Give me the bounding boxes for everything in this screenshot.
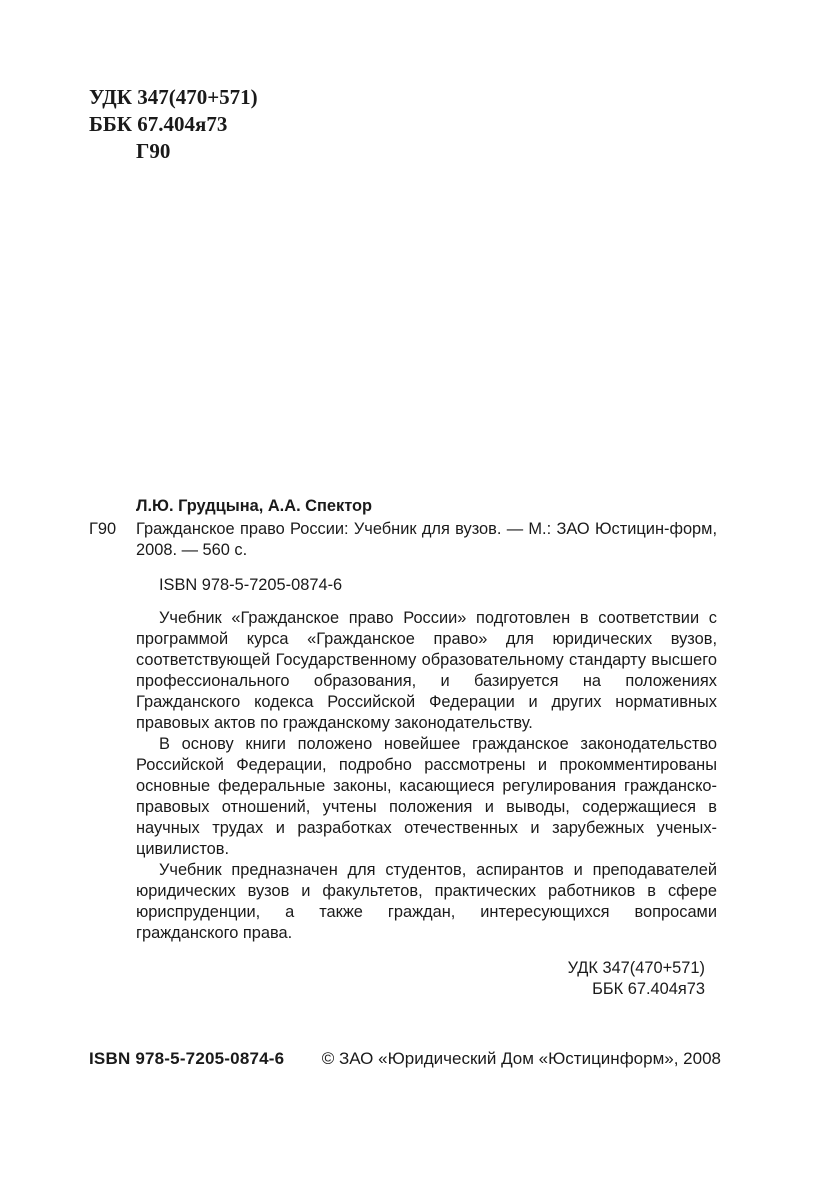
card-abstract [89,608,717,944]
author-mark: Г90 [136,139,171,163]
footer-copyright: © ЗАО «Юридический Дом «Юстицинформ», 2008 [321,1049,721,1068]
card-author-mark: Г90 [89,520,117,538]
card-classification [89,958,717,1000]
card-udk: УДК 347(470+571) [567,959,705,977]
page-footer [89,1048,721,1070]
classification-block [89,84,258,165]
abstract-paragraph: В основу книги положено новейшее гражданское законодательство Российской Федерации, подробно рассмотрены и прокомментированы основные федеральные законы, касающиеся регулирования гражданско-правовых отношений, учтены положения и выводы, содержащиеся в научных трудах и разработках отечественных и зарубежных ученых-цивилистов. [136,735,717,858]
udk-code: УДК 347(470+571) [89,85,258,109]
abstract-paragraph: Учебник предназначен для студентов, аспирантов и преподавателей юридических вузов и факультетов, практических работников в сфере юриспруденции, а также граждан, интересующихся вопросами гражданского права. [136,861,717,942]
bbk-code: ББК 67.404я73 [89,112,228,136]
card-isbn: ISBN 978-5-7205-0874-6 [159,576,343,594]
card-entry [89,519,717,561]
abstract-paragraph: Учебник «Гражданское право России» подготовлен в соответствии с программой курса «Гражданское право» для юридических вузов, соответствующей Государственному образовательному стандарту высшего профессионального образования, и базируется на положениях Гражданского кодекса Российской Федерации и других нормативных правовых актов по гражданскому законодательству. [136,609,717,732]
card-title-line: Гражданское право России: Учебник для вузов. — М.: ЗАО Юстицин-форм, 2008. — 560 с. [136,520,717,559]
footer-isbn: ISBN 978-5-7205-0874-6 [89,1049,285,1068]
card-bbk: ББК 67.404я73 [592,980,705,998]
card-authors: Л.Ю. Грудцына, А.А. Спектор [136,497,373,515]
bibliographic-card [89,496,717,1000]
